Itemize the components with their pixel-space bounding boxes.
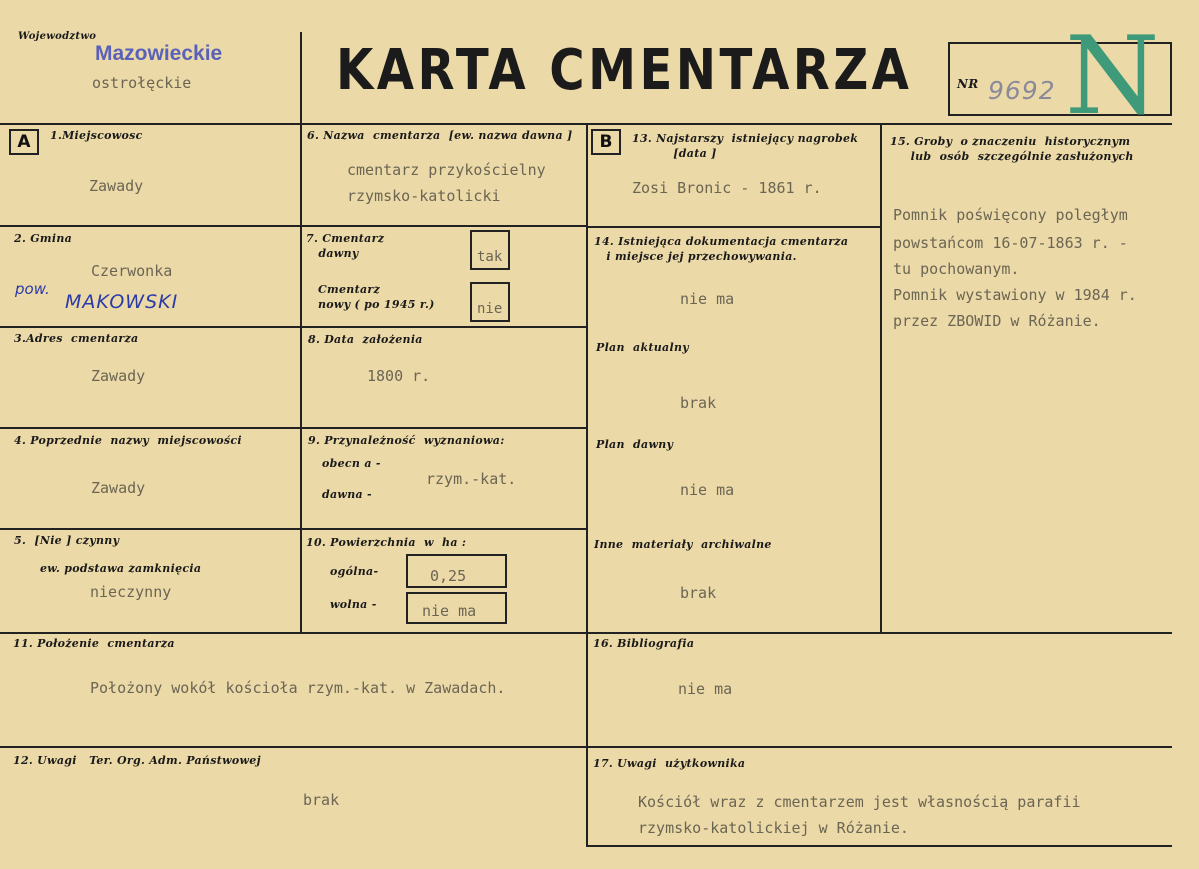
field-7-label-dawny: 7. Cmentarz dawny [306, 232, 385, 260]
field-4-label: 4. Poprzednie nazwy miejscowości [14, 434, 242, 447]
rule [0, 225, 588, 227]
field-5-label: 5. [Nie ] czynny [14, 534, 120, 547]
field-6-value-line1: cmentarz przykościelny [347, 161, 546, 179]
field-12-label: 12. Uwagi Ter. Org. Adm. Państwowej [13, 754, 261, 767]
rule [0, 746, 1172, 748]
plan-aktualny-label: Plan aktualny [596, 341, 689, 354]
field-1-label: 1.Miejscowosc [50, 129, 143, 142]
rule [586, 226, 882, 228]
field-10-ogolna-value: 0,25 [430, 567, 467, 585]
field-5-value: nieczynny [90, 583, 172, 601]
field-2-value: Czerwonka [91, 262, 173, 280]
field-15-label: 15. Groby o znaczeniu historycznym lub osób szczególnie zasłużonych [890, 135, 1134, 163]
field-14-value: nie ma [680, 290, 735, 308]
field-4-value: Zawady [91, 479, 146, 497]
field-15-line: tu pochowanym. [893, 260, 1020, 278]
field-10-wolna-value: nie ma [422, 602, 477, 620]
field-11-value: Położony wokół kościoła rzym.-kat. w Zawadach. [90, 679, 506, 697]
field-6-value-line2: rzymsko-katolicki [347, 187, 501, 205]
plan-dawny-value: nie ma [680, 481, 735, 499]
field-17-value-line2: rzymsko-katolickiej w Różanie. [638, 819, 909, 837]
field-14-label: 14. Istniejąca dokumentacja cmentarza i miejsce jej przechowywania. [594, 235, 849, 263]
rule [0, 528, 588, 530]
field-9-label: 9. Przynależność wyznaniowa: [308, 434, 505, 447]
field-2-hand-value: MAKOWSKI [65, 291, 179, 313]
field-15-line: przez ZBOWID w Różanie. [893, 312, 1101, 330]
section-a-marker: A [9, 129, 39, 155]
field-7-label-nowy: Cmentarz nowy ( po 1945 r.) [318, 283, 435, 311]
field-2-hand-prefix: pow. [15, 280, 50, 298]
field-16-value: nie ma [678, 680, 733, 698]
inne-materialy-value: brak [680, 584, 717, 602]
field-12-value: brak [303, 791, 340, 809]
field-2-label: 2. Gmina [14, 232, 73, 245]
field-17-label: 17. Uwagi użytkownika [593, 757, 746, 770]
field-15-line: powstańcom 16-07-1863 r. - [893, 234, 1128, 252]
field-15-line: Pomnik wystawiony w 1984 r. [893, 286, 1137, 304]
field-6-label: 6. Nazwa cmentarza [ew. nazwa dawna ] [307, 129, 573, 142]
field-16-label: 16. Bibliografia [593, 637, 695, 650]
wojewodztwo-stamp: Mazowieckie [95, 42, 223, 65]
mark-letter: N [1065, 14, 1160, 139]
field-10-label: 10. Powierzchnia w ha : [306, 536, 467, 549]
field-8-label: 8. Data założenia [308, 333, 423, 346]
section-b-marker: B [591, 129, 621, 155]
field-1-value: Zawady [89, 177, 144, 195]
field-11-label: 11. Położenie cmentarza [13, 637, 175, 650]
rule [0, 326, 588, 328]
field-10-wolna-label: wolna - [330, 598, 377, 611]
field-3-value: Zawady [91, 367, 146, 385]
field-7-box-dawny-value: tak [477, 249, 503, 265]
rule [300, 32, 302, 632]
field-5-sublabel: ew. podstawa zamknięcia [40, 562, 202, 575]
inne-materialy-label: Inne materiały archiwalne [594, 538, 772, 551]
rule [880, 123, 882, 633]
card-title: KARTA CMENTARZA [336, 38, 913, 103]
field-7-box-nowy-value: nie [477, 301, 503, 317]
field-13-value: Zosi Bronic - 1861 r. [632, 179, 822, 197]
wojewodztwo-label: Wojewodztwo [18, 31, 97, 42]
rule [586, 123, 588, 845]
field-15-line: Pomnik poświęcony poległym [893, 206, 1128, 224]
rule [0, 427, 588, 429]
rule [0, 632, 1172, 634]
nr-value: 9692 [988, 76, 1056, 105]
rule [586, 845, 1172, 847]
field-10-ogolna-label: ogólna- [330, 565, 379, 578]
field-3-label: 3.Adres cmentarza [14, 332, 139, 345]
nr-label: NR [957, 77, 979, 91]
field-9-value: rzym.-kat. [426, 470, 517, 488]
plan-dawny-label: Plan dawny [596, 438, 674, 451]
field-17-value-line1: Kościół wraz z cmentarzem jest własnością parafii [638, 793, 1081, 811]
field-9-obecna: obecn a - [322, 457, 381, 470]
wojewodztwo-value: ostrołęckie [92, 74, 192, 92]
plan-aktualny-value: brak [680, 394, 717, 412]
field-9-dawna: dawna - [322, 488, 372, 501]
field-8-value: 1800 r. [367, 367, 431, 385]
field-13-label: 13. Najstarszy istniejący nagrobek [data ] [632, 132, 859, 160]
